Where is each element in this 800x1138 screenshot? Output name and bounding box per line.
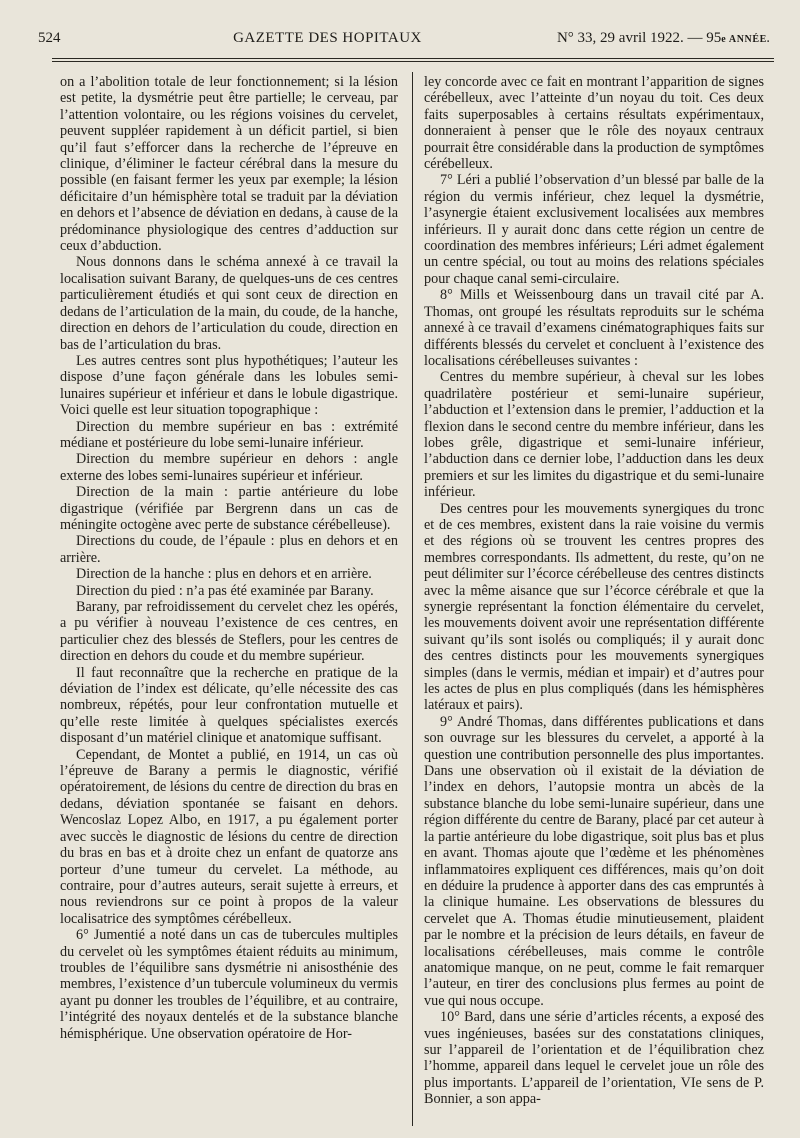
paragraph: Les autres centres sont plus hypothétiques; l’auteur les dispose d’une façon générale dans les lobules semi-lunaires supérieur et inférieur et dans le lobule digastrique. Voici quelle est leur situation topographique : — [60, 352, 398, 419]
paragraph: Barany, par refroidissement du cervelet chez les opérés, a pu vérifier à nouveau l’existence de ces centres, en particulier chez des blessés de Steflers, pour les centres de direction en dehors du coude et du membre supérieur. — [60, 599, 398, 665]
paragraph: Nous donnons dans le schéma annexé à ce travail la localisation suivant Barany, de quelques-uns de ces centres particulièrement étudiés et qui sont ceux de direction en dedans de l’articulation de la main, du coude, de la hanche, direction en dehors de l’articulation du coude, direction en bas de l’articulation du bras. — [60, 254, 398, 353]
paragraph: on a l’abolition totale de leur fonctionnement; si la lésion est petite, la dysmétrie peut être partielle; le cerveau, par l’attention volontaire, ou les régions voisines du cervelet, peuvent suppléer rapidement à un déficit partiel, si bien qu’il faut s’efforcer dans la recherche de l’épreuve en clinique, d’éliminer le facteur cérébral dans la mesure du possible (en faisant fermer les yeux par exemple; la lésion déficitaire d’un hémisphère total se traduit par la déviation en dehors et l’absence de déviation en dedans, à cause de la prédominance physiologique des centres d’adduction sur ceux d’abduction. — [60, 74, 398, 255]
paragraph: Centres du membre supérieur, à cheval sur les lobes quadrilatère postérieur et semi-lunaire supérieur, l’abduction et l’extension dans le premier, l’adduction et la flexion dans le second centre du membre inférieur, dans les lobes grêle, digastrique et semi-lunaire inférieur, l’abduction dans ce dernier lobe, l’adduction dans les deux premiers et sur les limites du digastrique et du semi-lunaire inférieur. — [424, 369, 764, 501]
paragraph: Direction de la main : partie antérieure du lobe digastrique (vérifiée par Bergrenn dans un cas de méningite octogène avec perte de substance cérébelleuse). — [60, 484, 398, 533]
paragraph: Direction de la hanche : plus en dehors et en arrière. — [76, 566, 372, 583]
issue-info — [557, 30, 770, 47]
column-divider — [412, 72, 413, 1126]
issue-date: N° 33, 29 avril 1922. — 95 — [556, 30, 722, 46]
paragraph: 6° Jumentié a noté dans un cas de tubercules multiples du cervelet où les symptômes étaient réduits au minimum, troubles de l’équilibre sans dysmétrie ni anisosthénie des membres, l’existence d’un tubercule volumineux du vermis ayant pu donner les troubles de l’équilibre, et au contraire, l’intégrité des noyaux dentelés et de la substance blanche hémisphérique. Une observation opératoire de Hor- — [60, 927, 398, 1042]
left-column — [60, 74, 398, 1042]
paragraph: Cependant, de Montet a publié, en 1914, un cas où l’épreuve de Barany a permis le diagnostic, vérifié opératoirement, de lésions du centre de direction du bras en dedans, déviation spontanée se faisant en dehors. Wencoslaz Lopez Albo, en 1917, a pu également porter avec succès le diagnostic de lésions du centre de direction du bras en bas et à droite chez un enfant de quatorze ans porteur d’une tumeur du cervelet. La méthode, au contraire, pour d’autres auteurs, serait sujette à erreurs, et nous reviendrons sur ce point à propos de la valeur localisatrice des symptômes cérébelleux. — [60, 746, 399, 927]
paragraph: 8° Mills et Weissenbourg dans un travail cité par A. Thomas, ont groupé les résultats reproduits sur le schéma annexé à ce travail d’examens cinématographiques faits sur différents blessés du cervelet et concluent à l’existence des localisations cérébelleuses suivantes : — [424, 287, 764, 369]
paragraph: 7° Léri a publié l’observation d’un blessé par balle de la région du vermis inférieur, chez lequel la dysmétrie, l’asynergie étaient exclusivement localisées aux membres inférieurs. Il y aurait donc dans cette région un centre de coordination des membres inférieurs; Léri admet également un centre spécial, ou tout au moins des relations spéciales pour chaque canal semi-circulaire. — [424, 172, 764, 287]
header-rule-top — [52, 58, 774, 59]
right-column — [424, 74, 764, 1108]
header-rule-bottom — [52, 61, 774, 62]
paragraph: Il faut reconnaître que la recherche en pratique de la déviation de l’index est délicate, qu’elle nécessite des cas nombreux, répétés, pour leur confrontation mutuelle et qu’elle reste limitée à quelques spécialistes exercés disposant d’un matériel clinique et anatomique suffisant. — [60, 664, 398, 747]
page-number: 524 — [38, 30, 61, 46]
paragraph: 9° André Thomas, dans différentes publications et dans son ouvrage sur les blessures du cervelet, a apporté à la question une contribution personnelle des plus importantes. Dans une observation où il existait de la déviation de l’index en dehors, l’autopsie montra un abcès de la substance blanche du lobe semi-lunaire supérieur, dans une région différente du centre de Barany, placé par cet auteur à la partie antérieure du lobe digastrique, soit plus bas et plus en avant. Thomas ajoute que l’œdème et les phénomènes inflammatoires expliquent ces différences, mais qu’on doit en déduire la prudence à apporter dans des cas empruntés à la clinique humaine. Les observations de blessures du cervelet que A. Thomas étudie minutieusement, plaident par le nombre et la précision de leurs détails, en faveur de localisations cérébelleuses, mais comme le contrôle anatomique manque, on ne peut, comme le fait remarquer l’auteur, en tirer des conclusions plus fermes au point de vue qui nous occupe. — [424, 713, 764, 1009]
issue-year: e ANNÉE. — [721, 34, 770, 45]
paragraph: 10° Bard, dans une série d’articles récents, a exposé des vues ingénieuses, basées sur des constatations cliniques, sur l’appareil de l’orientation et de l’équilibration chez l’homme, appareil dans lequel le cervelet joue un rôle des plus importants. L’appareil de l’orientation, VIe sens de P. Bonnier, a son appa- — [424, 1009, 764, 1108]
paragraph: Directions du coude, de l’épaule : plus en dehors et en arrière. — [60, 533, 398, 566]
paragraph: ley concorde avec ce fait en montrant l’apparition de signes cérébelleux, avec l’atteinte d’un noyau du toit. Ces deux faits superposables à certains résultats expérimentaux, donneraient à penser que le rôle des noyaux centraux pourrait être considérable dans la production de symptômes cérébelleux. — [424, 74, 764, 173]
journal-title: GAZETTE DES HOPITAUX — [233, 30, 422, 46]
running-header — [38, 30, 770, 56]
paragraph: Des centres pour les mouvements synergiques du tronc et de ces membres, existent dans la raie voisine du vermis et des régions où se trouvent les centres propres des membres correspondants. Ils admettent, du reste, qu’on ne peut délimiter sur l’écorce cérébelleuse des centres distincts avec la même aisance que sur l’écorce cérébrale et que la synergie représentant la fonction élémentaire du cervelet, les mouvements doivent avoir une représentation différente suivant qu’ils sont isolés ou compliqués; il y aurait donc des centres distincts pour les mouvements synergiques simples (dans le vermis, médian et impair) et d’autres pour les actes de plus en plus compliqués (dans les hémisphères latéraux et pairs). — [424, 500, 764, 714]
paragraph: Direction du membre supérieur en bas : extrémité médiane et postérieure du lobe semi-lunaire inférieur. — [60, 418, 398, 451]
paragraph: Direction du pied : n’a pas été examinée par Barany. — [76, 582, 374, 599]
paragraph: Direction du membre supérieur en dehors : angle externe des lobes semi-lunaires supérieur et inférieur. — [60, 451, 398, 484]
